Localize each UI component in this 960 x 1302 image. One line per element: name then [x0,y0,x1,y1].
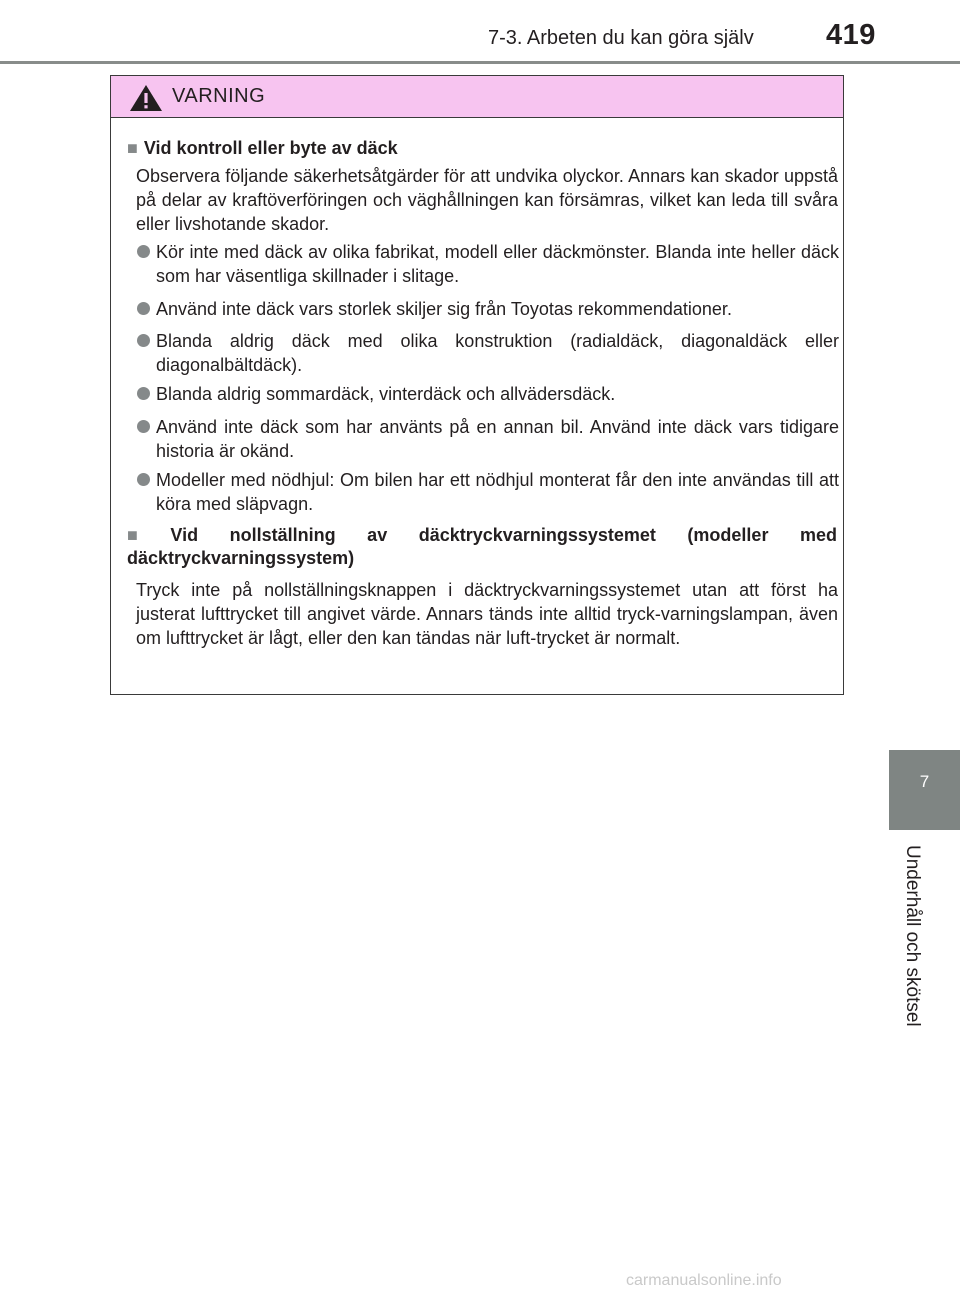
warning-header [111,76,843,118]
bullet-dot-icon [137,334,150,347]
bullet-dot-icon [137,420,150,433]
section-paragraph: Observera följande säkerhetsåtgärder för att undvika olyckor. Annars kan skador uppstå på delar av kraftöverföringen och väghållningen kan försämras, vilket kan leda till svåra eller livshotande skador. [136,166,838,234]
square-bullet-icon: ■ [127,525,165,545]
header-section-title: 7-3. Arbeten du kan göra själv [488,27,754,49]
bullet-dot-icon [137,245,150,258]
chapter-number: 7 [919,772,930,791]
section-title-tpms-reset: ■ Vid nollställning av däcktryckvarningssystemet (modeller med däcktryckvarningssystem) [127,525,837,568]
chapter-label: Underhåll och skötsel [902,845,923,1027]
list-item: Modeller med nödhjul: Om bilen har ett nödhjul monterat får den inte användas till att köra med släpvagn. [137,468,839,516]
list-item: Kör inte med däck av olika fabrikat, modell eller däckmönster. Blanda inte heller däck som har väsentliga skillnader i slitage. [137,240,839,288]
warning-box [110,75,844,695]
warning-title: VARNING [172,85,266,107]
watermark: carmanualsonline.info [626,1272,782,1289]
chapter-tab [889,750,960,830]
bullet-dot-icon [137,302,150,315]
list-item: Blanda aldrig sommardäck, vinterdäck och allvädersdäck. [137,382,839,406]
bullet-dot-icon [137,387,150,400]
bullet-dot-icon [137,473,150,486]
section-title-tire-check: ■ Vid kontroll eller byte av däck [127,138,398,158]
section-paragraph: Tryck inte på nollställningsknappen i däcktryckvarningssystemet utan att först ha justerat lufttrycket till angivet värde. Annars tänds inte alltid tryck-varningslampan, även om lufttrycket är lågt, eller den kan tändas när luft-trycket är normalt. [136,580,838,648]
list-item: Använd inte däck vars storlek skiljer sig från Toyotas rekommendationer. [137,297,839,321]
header-divider [0,61,960,64]
list-item: Blanda aldrig däck med olika konstruktion (radialdäck, diagonaldäck eller diagonalbältdäck). [137,329,839,377]
page-number: 419 [826,19,876,51]
square-bullet-icon: ■ [127,138,138,158]
warning-triangle-icon [129,84,163,112]
list-item: Använd inte däck som har använts på en annan bil. Använd inte däck vars tidigare historia är okänd. [137,415,839,463]
